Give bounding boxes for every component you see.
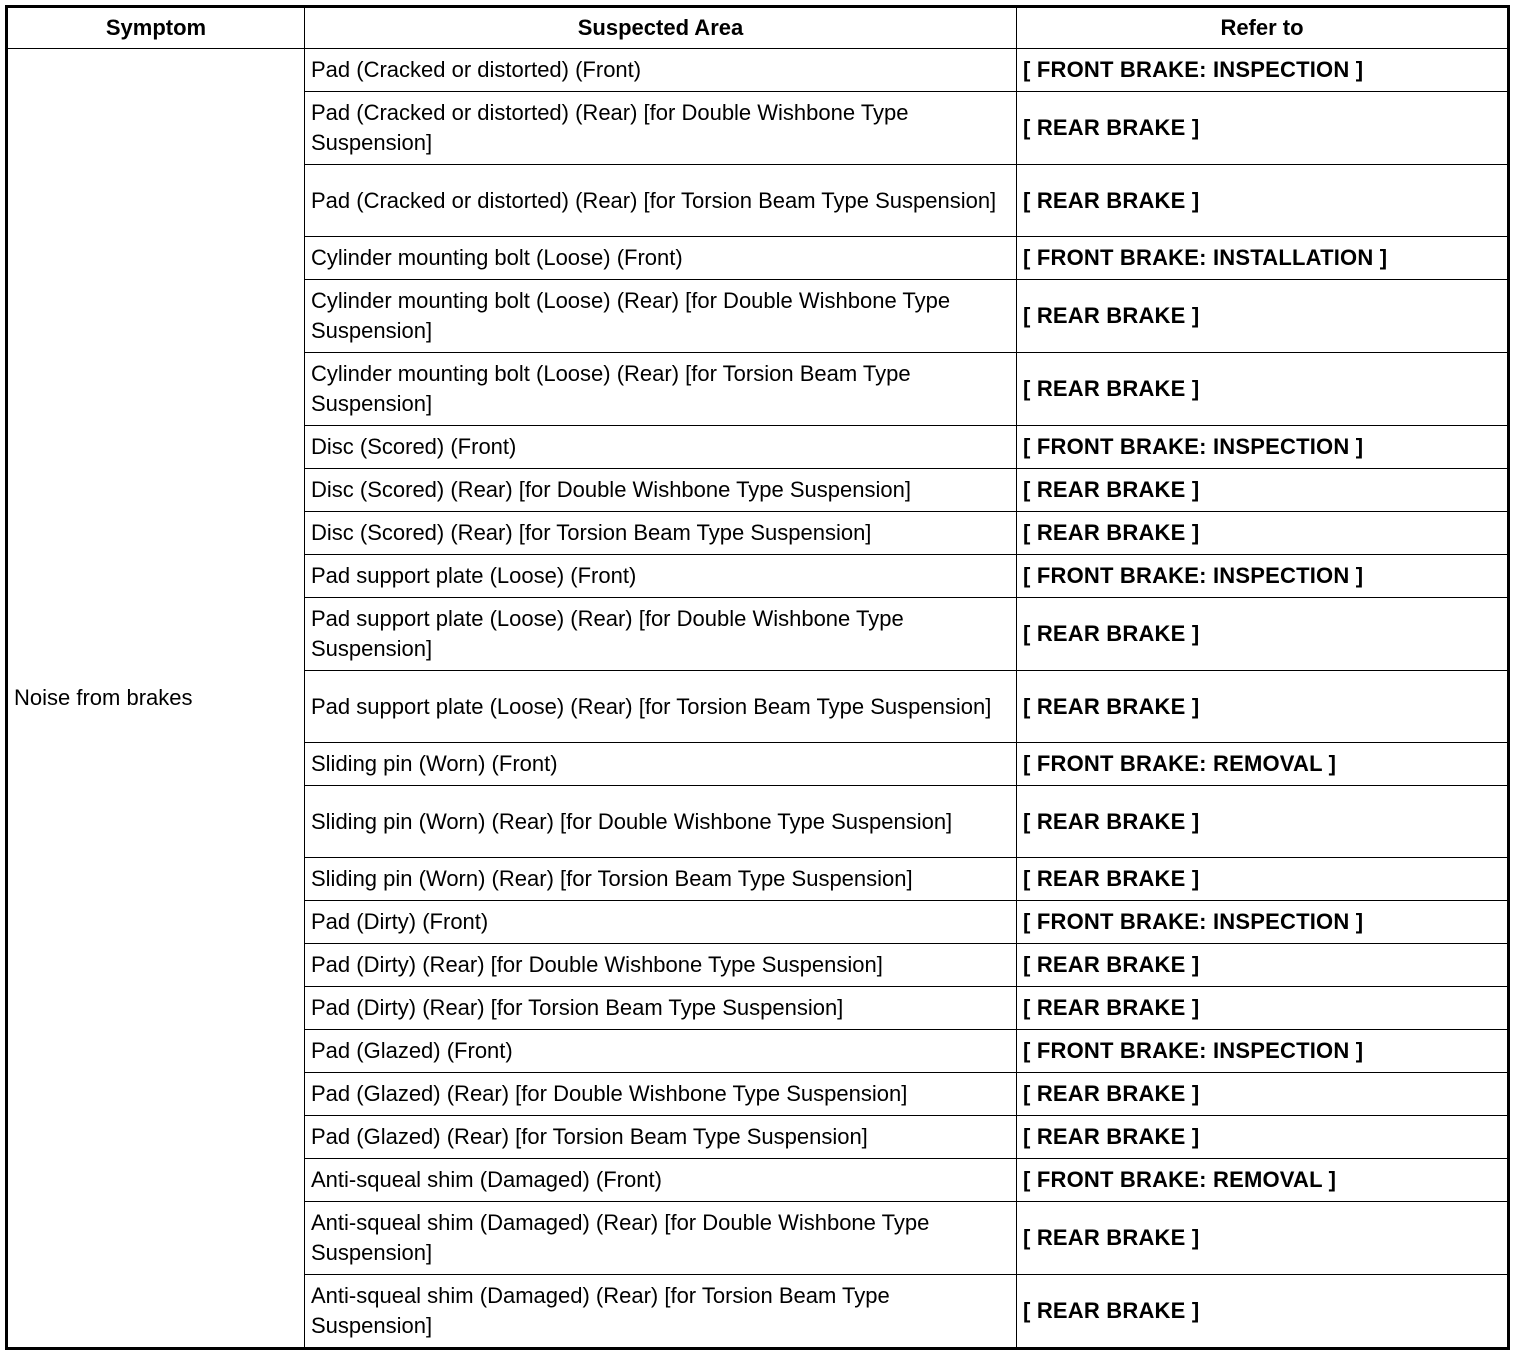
suspected-area-cell: Cylinder mounting bolt (Loose) (Rear) [for Torsion Beam Type Suspension] <box>305 353 1017 426</box>
header-suspected-area: Suspected Area <box>305 7 1017 49</box>
diagnosis-table <box>5 5 1510 1350</box>
suspected-area-cell: Pad (Dirty) (Rear) [for Torsion Beam Type Suspension] <box>305 987 1017 1030</box>
refer-to-cell: [ REAR BRAKE ] <box>1017 1116 1509 1159</box>
suspected-area-cell: Pad (Glazed) (Rear) [for Torsion Beam Type Suspension] <box>305 1116 1017 1159</box>
refer-to-cell: [ REAR BRAKE ] <box>1017 280 1509 353</box>
table-row <box>7 49 1509 92</box>
refer-to-cell: [ FRONT BRAKE: INSPECTION ] <box>1017 1030 1509 1073</box>
refer-to-cell: [ REAR BRAKE ] <box>1017 469 1509 512</box>
suspected-area-cell: Anti-squeal shim (Damaged) (Front) <box>305 1159 1017 1202</box>
suspected-area-cell: Sliding pin (Worn) (Front) <box>305 743 1017 786</box>
suspected-area-cell: Pad support plate (Loose) (Front) <box>305 555 1017 598</box>
refer-to-cell: [ REAR BRAKE ] <box>1017 165 1509 237</box>
suspected-area-cell: Pad (Cracked or distorted) (Rear) [for Torsion Beam Type Suspension] <box>305 165 1017 237</box>
refer-to-cell: [ REAR BRAKE ] <box>1017 987 1509 1030</box>
refer-to-cell: [ FRONT BRAKE: INSPECTION ] <box>1017 901 1509 944</box>
suspected-area-cell: Anti-squeal shim (Damaged) (Rear) [for Torsion Beam Type Suspension] <box>305 1275 1017 1349</box>
refer-to-cell: [ FRONT BRAKE: REMOVAL ] <box>1017 1159 1509 1202</box>
suspected-area-cell: Disc (Scored) (Rear) [for Double Wishbone Type Suspension] <box>305 469 1017 512</box>
suspected-area-cell: Pad (Cracked or distorted) (Rear) [for Double Wishbone Type Suspension] <box>305 92 1017 165</box>
refer-to-cell: [ FRONT BRAKE: INSTALLATION ] <box>1017 237 1509 280</box>
suspected-area-cell: Pad (Glazed) (Rear) [for Double Wishbone Type Suspension] <box>305 1073 1017 1116</box>
suspected-area-cell: Pad support plate (Loose) (Rear) [for Double Wishbone Type Suspension] <box>305 598 1017 671</box>
suspected-area-cell: Cylinder mounting bolt (Loose) (Front) <box>305 237 1017 280</box>
refer-to-cell: [ REAR BRAKE ] <box>1017 92 1509 165</box>
header-row <box>7 7 1509 49</box>
header-refer-to: Refer to <box>1017 7 1509 49</box>
suspected-area-cell: Anti-squeal shim (Damaged) (Rear) [for Double Wishbone Type Suspension] <box>305 1202 1017 1275</box>
header-symptom: Symptom <box>7 7 305 49</box>
suspected-area-cell: Pad (Cracked or distorted) (Front) <box>305 49 1017 92</box>
refer-to-cell: [ FRONT BRAKE: REMOVAL ] <box>1017 743 1509 786</box>
refer-to-cell: [ REAR BRAKE ] <box>1017 786 1509 858</box>
refer-to-cell: [ REAR BRAKE ] <box>1017 944 1509 987</box>
refer-to-cell: [ REAR BRAKE ] <box>1017 1202 1509 1275</box>
refer-to-cell: [ REAR BRAKE ] <box>1017 598 1509 671</box>
refer-to-cell: [ FRONT BRAKE: INSPECTION ] <box>1017 426 1509 469</box>
refer-to-cell: [ REAR BRAKE ] <box>1017 858 1509 901</box>
refer-to-cell: [ REAR BRAKE ] <box>1017 671 1509 743</box>
suspected-area-cell: Pad support plate (Loose) (Rear) [for Torsion Beam Type Suspension] <box>305 671 1017 743</box>
suspected-area-cell: Disc (Scored) (Front) <box>305 426 1017 469</box>
refer-to-cell: [ FRONT BRAKE: INSPECTION ] <box>1017 555 1509 598</box>
suspected-area-cell: Sliding pin (Worn) (Rear) [for Torsion Beam Type Suspension] <box>305 858 1017 901</box>
suspected-area-cell: Disc (Scored) (Rear) [for Torsion Beam Type Suspension] <box>305 512 1017 555</box>
suspected-area-cell: Pad (Dirty) (Rear) [for Double Wishbone Type Suspension] <box>305 944 1017 987</box>
suspected-area-cell: Pad (Dirty) (Front) <box>305 901 1017 944</box>
suspected-area-cell: Sliding pin (Worn) (Rear) [for Double Wishbone Type Suspension] <box>305 786 1017 858</box>
refer-to-cell: [ REAR BRAKE ] <box>1017 1275 1509 1349</box>
suspected-area-cell: Pad (Glazed) (Front) <box>305 1030 1017 1073</box>
refer-to-cell: [ REAR BRAKE ] <box>1017 1073 1509 1116</box>
refer-to-cell: [ FRONT BRAKE: INSPECTION ] <box>1017 49 1509 92</box>
refer-to-cell: [ REAR BRAKE ] <box>1017 512 1509 555</box>
suspected-area-cell: Cylinder mounting bolt (Loose) (Rear) [for Double Wishbone Type Suspension] <box>305 280 1017 353</box>
symptom-cell: Noise from brakes <box>7 49 305 1349</box>
refer-to-cell: [ REAR BRAKE ] <box>1017 353 1509 426</box>
